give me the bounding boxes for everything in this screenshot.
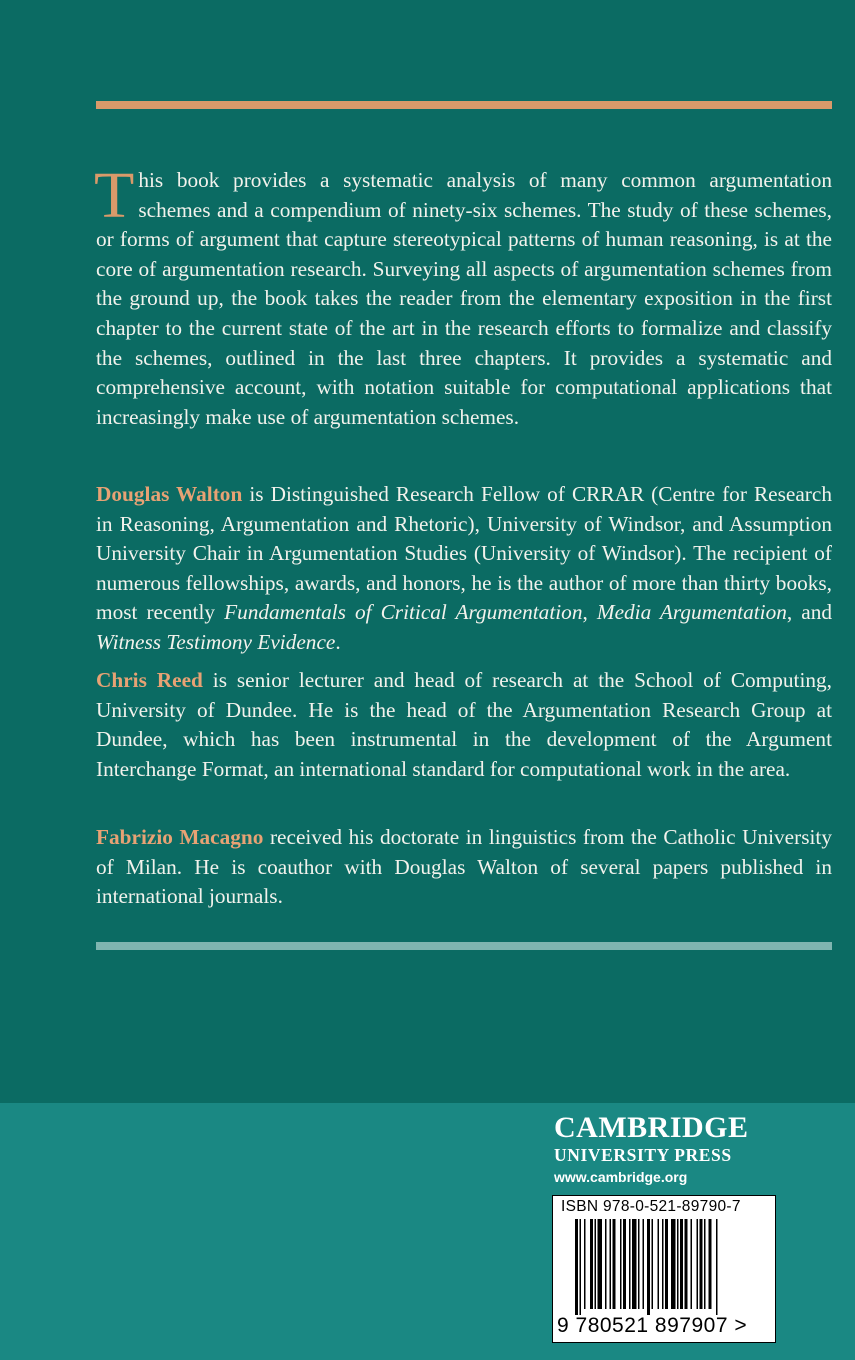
- author-name-walton: Douglas Walton: [96, 482, 243, 506]
- barcode-bar: [716, 1219, 718, 1315]
- description-text: his book provides a systematic analysis of many common argumentation schemes and a compendium of ninety-six schemes. The study of these schemes, or forms of argument that capture stereotypical patterns of human reasoning, is at the core of argumentation research. Surveying all aspects of argumentation schemes from the ground up, the book takes the reader from the elementary exposition in the first chapter to the current state of the art in the research efforts to formalize and classify the schemes, outlined in the last three chapters. It provides a systematic and comprehensive account, with notation suitable for computational applications that increasingly make use of argumentation schemes.: [96, 168, 832, 429]
- book-title-fundamentals: Fundamentals of Critical Argumentation: [224, 600, 583, 625]
- barcode-bar: [590, 1219, 593, 1309]
- bio-separator: , and: [786, 600, 833, 625]
- barcode-bar: [638, 1219, 640, 1309]
- barcode-bar: [704, 1219, 706, 1309]
- bio-text-reed: is senior lecturer and head of research at the School of Computing, University of Dundee. He is the head of the Argumentation Research Group at Dundee, which has been instrumental in the development of the Argument Interchange Format, an international standard for computational work in the area.: [96, 668, 832, 781]
- barcode-bar: [662, 1219, 664, 1309]
- author-name-macagno: Fabrizio Macagno: [96, 825, 264, 849]
- barcode-bar: [584, 1219, 586, 1309]
- barcode-bar: [643, 1219, 645, 1309]
- barcode-digits: 9 780521 897907 >: [557, 1314, 748, 1337]
- bio-text-walton: is Distinguished Research Fellow of CRRAR (Centre for Research in Reasoning, Argumentation and Rhetoric), University of Windsor, and Assumption University Chair in Argumentation Studies (University of Windsor). The recipient of numerous fellowships, awards, and honors, he is the author of more than thirty books, most recently: [96, 482, 832, 625]
- barcode-bar: [680, 1219, 683, 1309]
- drop-cap-letter: T: [94, 159, 135, 232]
- barcode-panel: [552, 1195, 776, 1343]
- barcode-bar: [658, 1219, 660, 1309]
- barcode-bar: [691, 1219, 693, 1309]
- barcode-bar: [629, 1219, 631, 1309]
- barcode-bar: [652, 1219, 654, 1309]
- author-bio-reed: [96, 666, 832, 784]
- barcode-bar: [595, 1219, 597, 1309]
- bottom-divider: [96, 942, 832, 950]
- barcode-bars: [575, 1219, 759, 1315]
- author-name-reed: Chris Reed: [96, 668, 203, 692]
- barcode-bar: [613, 1219, 616, 1309]
- book-description: [94, 159, 832, 432]
- barcode-bar: [623, 1219, 626, 1309]
- barcode-bar: [580, 1219, 582, 1315]
- bio-text-macagno: received his doctorate in linguistics from the Catholic University of Milan. He is coauthor with Douglas Walton of several papers published in international journals.: [96, 825, 832, 909]
- barcode-bar: [671, 1219, 676, 1309]
- barcode-bar: [605, 1219, 607, 1309]
- isbn-label: ISBN 978-0-521-89790-7: [561, 1198, 741, 1215]
- barcode-bar: [647, 1219, 650, 1315]
- publisher-subtitle: UNIVERSITY PRESS: [554, 1145, 732, 1165]
- book-title-witness: Witness Testimony Evidence: [96, 629, 336, 654]
- barcode-bar: [700, 1219, 703, 1309]
- author-bio-macagno: [96, 823, 832, 912]
- publisher-logo: [554, 1112, 784, 1188]
- barcode-bar: [610, 1219, 612, 1309]
- bio-end: .: [335, 629, 341, 654]
- barcode-bar: [598, 1219, 603, 1309]
- bio-separator: ,: [582, 600, 597, 625]
- barcode-bar: [665, 1219, 668, 1309]
- top-divider: [96, 101, 832, 109]
- barcode-bar: [697, 1219, 699, 1309]
- barcode-bar: [677, 1219, 679, 1309]
- barcode-bar: [620, 1219, 622, 1309]
- barcode-bar: [685, 1219, 688, 1309]
- book-title-media: Media Argumentation: [596, 600, 787, 625]
- publisher-name: CAMBRIDGE: [554, 1111, 749, 1144]
- barcode-bar: [709, 1219, 712, 1309]
- barcode-bar: [575, 1219, 578, 1315]
- barcode-bar: [632, 1219, 637, 1309]
- author-bio-walton: [96, 480, 832, 658]
- publisher-url: www.cambridge.org: [554, 1169, 688, 1185]
